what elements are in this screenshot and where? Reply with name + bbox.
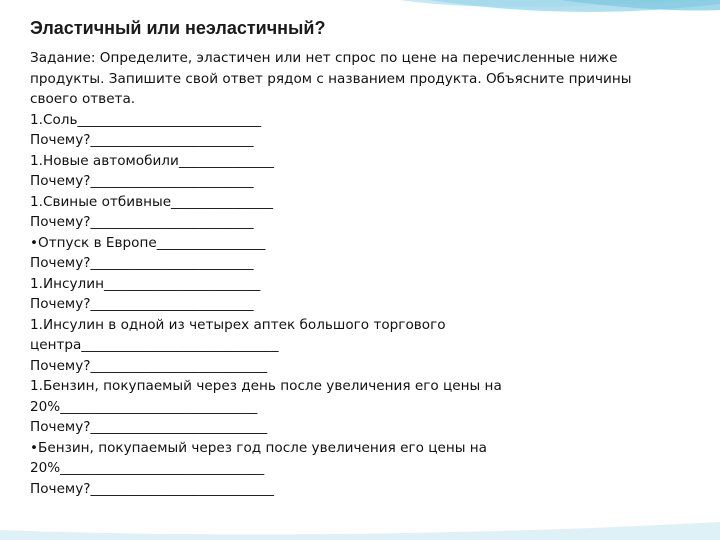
list-item: 1.Бензин, покупаемый через день после увеличения его цены на (30, 378, 502, 394)
list-item: Почему?________________________ (30, 255, 254, 271)
list-item: •Бензин, покупаемый через год после увеличения его цены на (30, 439, 488, 456)
list-item: Почему?___________________________ (30, 480, 274, 497)
list-item: 1.Инсулин в одной из четырех аптек большого торгового (30, 316, 446, 333)
list-item: 1.Новые автомобили______________ (30, 152, 274, 169)
list-item: Почему?________________________ (30, 296, 254, 312)
list-item: центра_____________________________ (30, 337, 279, 353)
list-item: 1.Инсулин_______________________ (30, 275, 261, 292)
task-text: Задание: Определите, эластичен или нет спрос по цене на перечисленные ниже продукты. Запишите свой ответ рядом с названием продукта. Объясните причины своего ответа. (30, 50, 632, 107)
list-item: 20%______________________________ (30, 460, 265, 476)
list-item: 20%_____________________________ (30, 398, 258, 415)
slide-content (30, 48, 680, 499)
list-item: •Отпуск в Европе________________ (30, 234, 266, 251)
list-item: Почему?________________________ (30, 214, 254, 230)
list-item: 1.Свиные отбивные_______________ (30, 193, 274, 210)
list-item: Почему?__________________________ (30, 419, 268, 435)
slide-title: Эластичный или неэластичный? (30, 18, 326, 38)
list-item: Почему?________________________ (30, 132, 254, 148)
list-item: Почему?__________________________ (30, 357, 268, 374)
list-item: Почему?________________________ (30, 173, 254, 189)
list-item: 1.Соль___________________________ (30, 111, 261, 128)
